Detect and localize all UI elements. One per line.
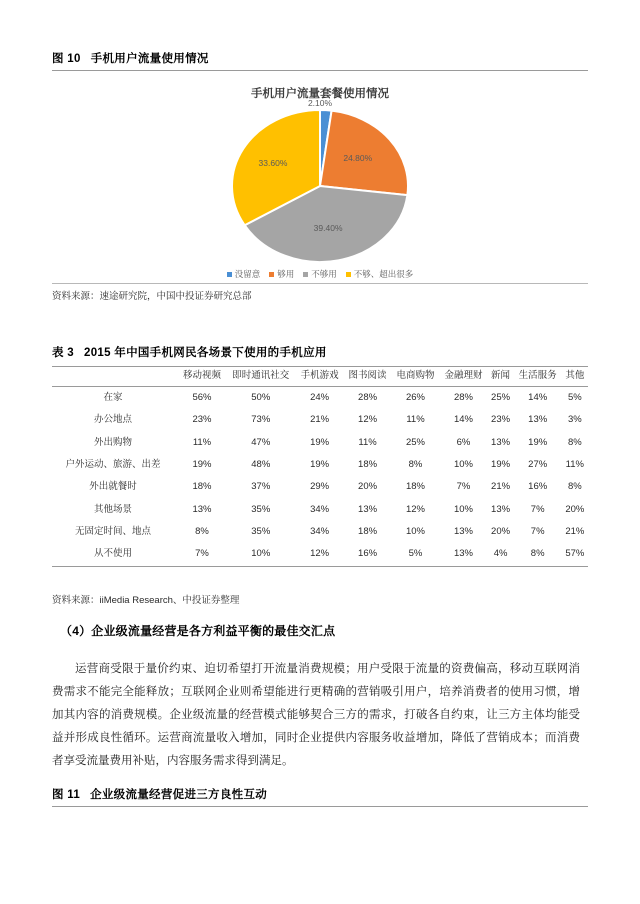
table-cell: 56%: [192, 391, 212, 403]
figure-11-caption: [52, 786, 267, 802]
table-cell: 13%: [491, 503, 511, 515]
table-cell: 28%: [358, 391, 378, 403]
chart-title: 手机用户流量套餐使用情况: [251, 88, 389, 100]
table-row-label: 外出就餐时: [89, 481, 137, 493]
table-row-label: 其他场景: [93, 503, 132, 515]
pie-label-2: 39.40%: [313, 223, 343, 234]
table-cell: 5%: [567, 391, 582, 403]
table-cell: 3%: [567, 414, 582, 426]
table-cell: 8%: [567, 481, 582, 493]
table-cell: 18%: [358, 458, 378, 470]
figure-11-title: 企业级流量经营促进三方良性互动: [90, 789, 268, 801]
table-cell: 8%: [567, 436, 582, 448]
table-row: [52, 476, 588, 498]
table-cell: 34%: [310, 525, 330, 537]
table-cell: 21%: [491, 481, 511, 493]
table-cell: 12%: [296, 543, 344, 566]
table-header-row: [52, 367, 588, 387]
table-cell: 21%: [310, 414, 330, 426]
table-cell: 7%: [530, 503, 545, 515]
table-cell: 24%: [310, 391, 330, 403]
table-row: [52, 409, 588, 431]
table-cell: 8%: [408, 458, 423, 470]
legend-swatch-icon: [227, 272, 232, 277]
table-column-header-3: 图书阅读: [344, 367, 392, 387]
figure-10-source: 资料来源：速途研究院，中国中投证券研究总部: [52, 291, 252, 302]
table-cell: 23%: [491, 414, 511, 426]
table-column-header-7: 生活服务: [514, 367, 562, 387]
table-row: [52, 454, 588, 476]
legend-label: 不够、超出很多: [353, 269, 414, 279]
legend-item-3[interactable]: [346, 268, 414, 280]
figure-11-number: 图 11: [52, 789, 81, 801]
table-cell: 18%: [192, 481, 212, 493]
pie-svg: [230, 108, 410, 264]
table-cell: 21%: [565, 525, 585, 537]
pie-label-0: 2.10%: [307, 98, 333, 108]
table-cell: 10%: [453, 503, 473, 515]
table-body: [52, 386, 588, 566]
table-cell: 7%: [178, 543, 226, 566]
table-column-header-1: 即时通讯社交: [226, 367, 296, 387]
table-row-label: 外出购物: [93, 436, 132, 448]
table-cell: 23%: [192, 414, 212, 426]
table-row: [52, 499, 588, 521]
table-row-label: 无固定时间、地点: [74, 525, 151, 537]
table-column-header-6: 新闻: [487, 367, 513, 387]
table-3-source: 资料来源：iiMedia Research、中投证券整理: [52, 595, 240, 606]
table-cell: 19%: [310, 436, 330, 448]
table-row: [52, 521, 588, 543]
table-cell: 48%: [251, 458, 271, 470]
table-row: [52, 543, 588, 566]
table-cell: 20%: [358, 481, 378, 493]
table-cell: 11%: [406, 414, 425, 426]
table-3-caption: [52, 344, 327, 360]
table-cell: 7%: [530, 525, 545, 537]
table-cell: 50%: [251, 391, 271, 403]
figure-10-caption: [52, 50, 209, 66]
table-cell: 25%: [491, 391, 511, 403]
pie-label-1: 24.80%: [343, 153, 373, 163]
table-cell: 35%: [251, 503, 271, 515]
table-3-number: 表 3: [52, 347, 74, 359]
table-cell: 16%: [528, 481, 548, 493]
table-cell: 19%: [491, 458, 511, 470]
table-row: [52, 432, 588, 454]
table-cell: 14%: [528, 391, 548, 403]
table-cell: 18%: [358, 525, 378, 537]
table-cell: 34%: [310, 503, 330, 515]
table-cell: 13%: [528, 414, 548, 426]
table-header: [52, 367, 588, 387]
legend-swatch-icon: [303, 272, 308, 277]
legend-item-1[interactable]: [269, 268, 294, 280]
table-cell: 13%: [192, 503, 212, 515]
table-cell: 6%: [456, 436, 471, 448]
legend-item-0[interactable]: [227, 268, 261, 280]
figure-10-title: 手机用户流量使用情况: [90, 53, 209, 65]
table-cell: 8%: [195, 525, 209, 537]
pie-label-3: 33.60%: [258, 158, 288, 169]
table-cell: 12%: [405, 503, 425, 515]
table-cell: 25%: [405, 436, 425, 448]
table-cell: 13%: [358, 503, 378, 515]
table-cell: 29%: [310, 481, 330, 493]
table-cell: 20%: [491, 525, 511, 537]
table-cell: 8%: [514, 543, 562, 566]
table-column-header-4: 电商购物: [392, 367, 440, 387]
table-cell: 10%: [453, 458, 473, 470]
chart-legend: [52, 268, 588, 280]
table-cell: 13%: [453, 525, 473, 537]
legend-label: 够用: [277, 269, 295, 279]
table-cell: 11%: [358, 436, 377, 448]
table-corner-cell: [52, 367, 178, 387]
table-cell: 73%: [251, 414, 271, 426]
table-row-label: 户外运动、旅游、出差: [65, 458, 161, 470]
table-column-header-0: 移动视频: [178, 367, 226, 387]
table-cell: 13%: [439, 543, 487, 566]
figure-11-rule: [52, 806, 588, 807]
legend-swatch-icon: [346, 272, 351, 277]
table-cell: 5%: [392, 543, 440, 566]
table-cell: 19%: [192, 458, 212, 470]
table-cell: 28%: [453, 391, 473, 403]
table-cell: 4%: [487, 543, 513, 566]
table-cell: 19%: [310, 458, 330, 470]
figure-10-number: 图 10: [52, 53, 81, 65]
pie-chart-figure: [52, 78, 588, 282]
table-cell: 18%: [405, 481, 425, 493]
figure-10-rule: [52, 70, 588, 71]
table-cell: 19%: [528, 436, 548, 448]
table-row-label: 从不使用: [52, 543, 178, 566]
table-cell: 11%: [565, 458, 584, 470]
table-cell: 37%: [251, 481, 271, 493]
table-column-header-2: 手机游戏: [296, 367, 344, 387]
pie-graphic: [230, 108, 410, 264]
legend-label: 没留意: [234, 269, 261, 279]
legend-label: 不够用: [311, 269, 337, 279]
figure-10-source-rule: [52, 283, 588, 284]
table-cell: 7%: [456, 481, 471, 493]
table-cell: 47%: [251, 436, 271, 448]
table-cell: 10%: [226, 543, 296, 566]
table-cell: 11%: [192, 436, 212, 448]
table-3-title: 2015 年中国手机网民各场景下使用的手机应用: [84, 347, 327, 359]
table-row: [52, 386, 588, 409]
table-row-label: 在家: [103, 391, 123, 403]
table-cell: 16%: [344, 543, 392, 566]
legend-swatch-icon: [269, 272, 274, 277]
table-cell: 27%: [528, 458, 548, 470]
section-heading: （4）企业级流量经营是各方利益平衡的最佳交汇点: [60, 624, 336, 638]
table-column-header-8: 其他: [562, 367, 588, 387]
data-table: [52, 366, 588, 567]
table-cell: 10%: [405, 525, 425, 537]
table-row-label: 办公地点: [93, 414, 132, 426]
table-cell: 35%: [251, 525, 271, 537]
table-cell: 13%: [491, 436, 511, 448]
table-cell: 14%: [453, 414, 473, 426]
table-cell: 12%: [358, 414, 378, 426]
table-cell: 57%: [562, 543, 588, 566]
table-column-header-5: 金融理财: [439, 367, 487, 387]
table-cell: 20%: [565, 503, 585, 515]
legend-item-2[interactable]: [303, 268, 337, 280]
table-cell: 26%: [405, 391, 425, 403]
section-paragraph: 运营商受限于量价约束、迫切希望打开流量消费规模；用户受限于流量的资费偏高，移动互联网消费需求不能完全能释放；互联网企业则希望能进行更精确的营销吸引用户，培养消费者的使用习惯，增加其内容的消费规模。企业级流量的经营模式能够契合三方的需求，打破各自约束，让三方主体均能受益并形成良性循环。运营商流量收入增加，同时企业提供内容服务收益增加，降低了营销成本；而消费者享受流量费用补贴，内容服务需求得到满足。: [52, 663, 580, 767]
